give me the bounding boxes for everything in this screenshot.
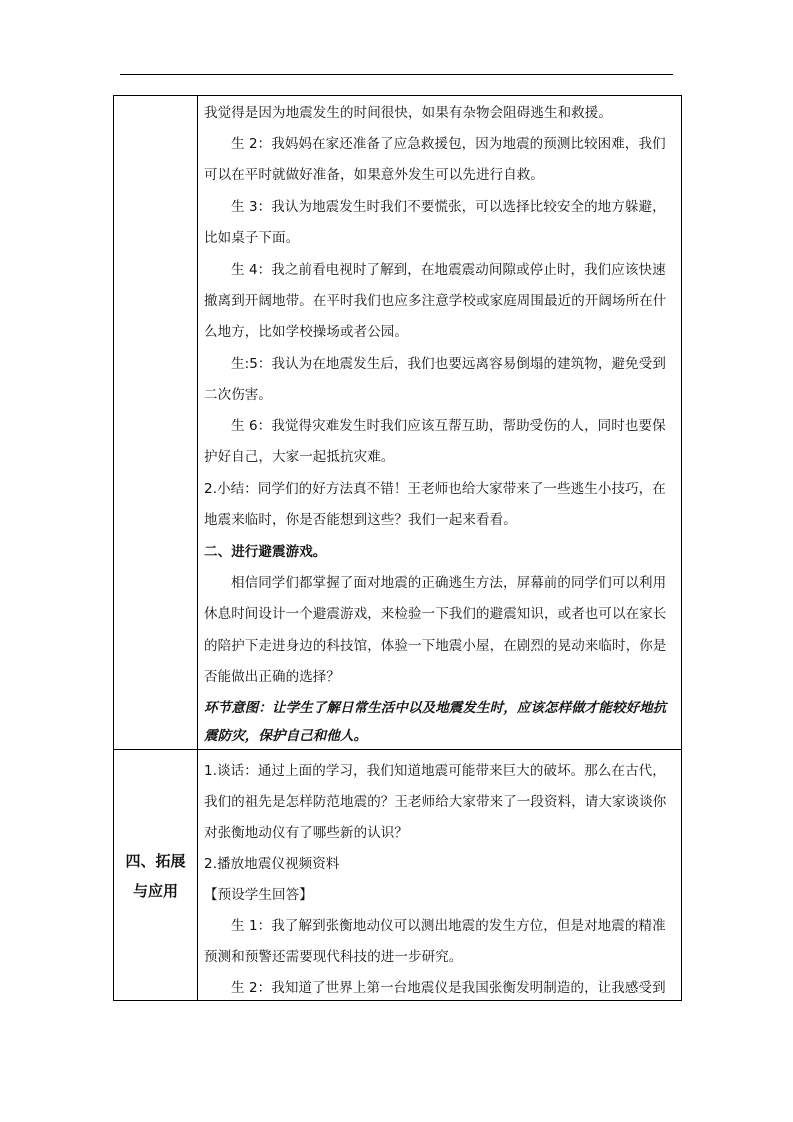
text-line: 生 6：我觉得灾难发生时我们应该互帮互助，帮助受伤的人，同时也要保 — [231, 418, 666, 434]
section-label-line-1: 四、拓展 — [125, 852, 186, 870]
text-line: 对张衡地动仪有了哪些新的认识？ — [204, 825, 408, 841]
text-line: 相信同学们都掌握了面对地震的正确逃生方法，屏幕前的同学们可以利用 — [231, 575, 667, 591]
text-line: 么地方，比如学校操场或者公园。 — [204, 324, 408, 340]
intent-note: 震防灾，保护自己和他人。 — [204, 728, 368, 744]
text-line: 我们的祖先是怎样防范地震的？王老师给大家带来了一段资料，请大家谈谈你 — [204, 794, 667, 810]
text-line: 的陪护下走进身边的科技馆，体验一下地震小屋，在剧烈的晃动来临时，你是 — [204, 638, 667, 654]
text-line: 生 2：我知道了世界上第一台地震仪是我国张衡发明制造的，让我感受到 — [231, 980, 666, 996]
text-line: 否能做出正确的选择？ — [204, 669, 340, 685]
text-line: 生 2：我妈妈在家还准备了应急救援包，因为地震的预测比较困难，我们 — [231, 136, 666, 152]
text-line: 生 4：我之前看电视时了解到，在地震震动间隙或停止时，我们应该快速 — [231, 262, 666, 278]
section-label-line-2: 与应用 — [132, 882, 178, 900]
text-line: 生 3：我认为地震发生时我们不要慌张，可以选择比较安全的地方躲避， — [231, 199, 666, 215]
text-line: 休息时间设计一个避震游戏，来检验一下我们的避震知识，或者也可以在家长 — [204, 606, 667, 622]
text-line: 地震来临时，你是否能想到这些？我们一起来看看。 — [204, 512, 517, 528]
column-divider — [197, 96, 198, 1000]
text-line: 【预设学生回答】 — [204, 887, 313, 903]
row-divider — [114, 749, 681, 750]
text-line: 1.谈话：通过上面的学习，我们知道地震可能带来巨大的破坏。那么在古代， — [204, 763, 666, 779]
text-line: 2.小结：同学们的好方法真不错！王老师也给大家带来了一些逃生小技巧，在 — [204, 481, 666, 497]
section-heading: 二、进行避震游戏。 — [204, 544, 327, 560]
text-line: 预测和预警还需要现代科技的进一步研究。 — [204, 949, 463, 965]
text-line: 我觉得是因为地震发生的时间很快，如果有杂物会阻碍逃生和救援。 — [204, 105, 612, 121]
text-line: 生 1：我了解到张衡地动仪可以测出地震的发生方位，但是对地震的精准 — [231, 918, 666, 934]
text-line: 撤离到开阔地带。在平时我们也应多注意学校或家庭周围最近的开阔场所在什 — [204, 293, 667, 309]
text-line: 2.播放地震仪视频资料 — [204, 856, 340, 872]
text-line: 比如桌子下面。 — [204, 230, 300, 246]
text-line: 二次伤害。 — [204, 387, 272, 403]
lesson-table — [113, 95, 682, 1001]
intent-note: 环节意图：让学生了解日常生活中以及地震发生时，应该怎样做才能较好地抗 — [204, 700, 667, 716]
header-rule — [120, 74, 673, 75]
text-line: 护好自己，大家一起抵抗灾难。 — [204, 449, 395, 465]
text-line: 可以在平时就做好准备，如果意外发生可以先进行自救。 — [204, 167, 544, 183]
text-line: 生:5：我认为在地震发生后，我们也要远离容易倒塌的建筑物，避免受到 — [231, 356, 666, 372]
